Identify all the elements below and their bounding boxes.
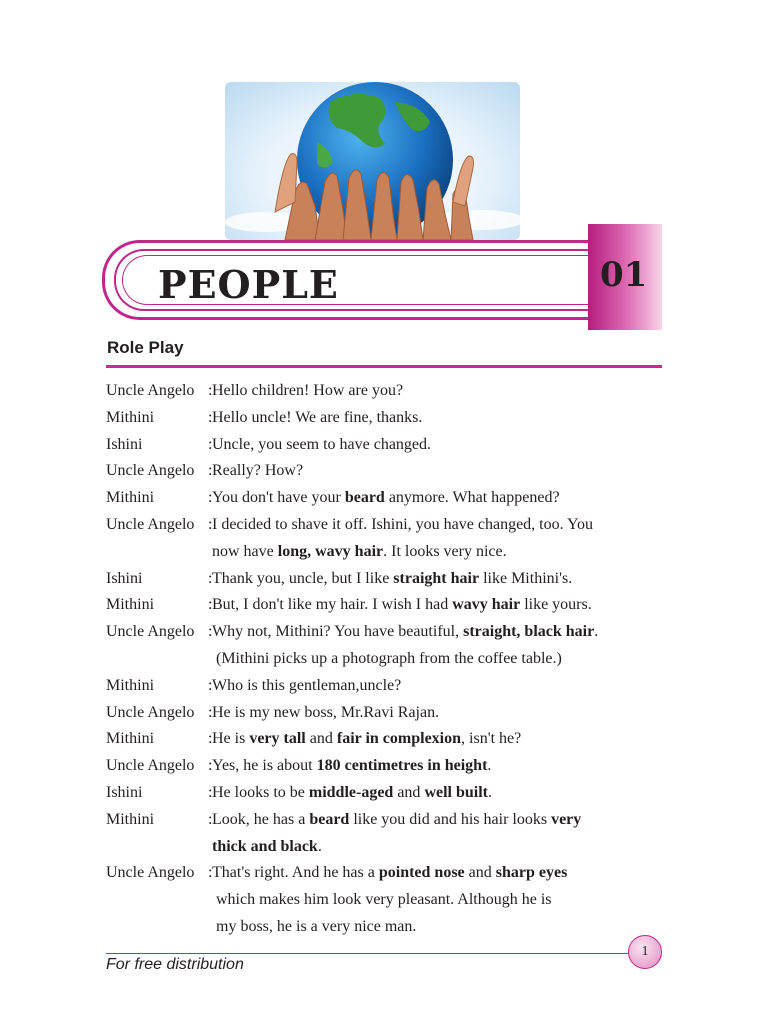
globe-hands-image: [225, 82, 520, 240]
speaker-colon: :: [208, 623, 213, 641]
speech-continuation: now have long, wavy hair. It looks very nice.: [212, 542, 507, 560]
speaker-name: Uncle Angelo: [106, 515, 195, 533]
dialogue-line: [106, 807, 666, 834]
speech-text: He looks to be middle-aged and well built.: [212, 783, 492, 801]
speaker-name: Mithini: [106, 676, 155, 694]
speaker-name: Mithini: [106, 730, 155, 748]
speech-continuation: thick and black.: [212, 837, 322, 855]
footer-divider: [106, 953, 634, 954]
speaker-colon: :: [208, 515, 213, 533]
speaker-name: Uncle Angelo: [106, 864, 195, 882]
footer-text: For free distribution: [106, 956, 244, 973]
speech-text: He is my new boss, Mr.Ravi Rajan.: [212, 703, 440, 721]
speech-text: I decided to shave it off. Ishini, you have changed, too. You: [212, 515, 593, 533]
speaker-colon: :: [208, 569, 213, 587]
speech-text: Really? How?: [212, 462, 304, 480]
chapter-title: PEOPLE: [158, 262, 339, 307]
speaker-colon: :: [208, 864, 213, 882]
speech-text: That's right. And he has a pointed nose and sharp eyes: [212, 864, 568, 882]
speaker-colon: :: [208, 703, 213, 721]
dialogue-line: [106, 592, 666, 619]
speaker-colon: :: [208, 596, 213, 614]
dialogue-line: [106, 432, 666, 459]
chapter-number: 01: [600, 255, 648, 295]
speech-text: You don't have your beard anymore. What happened?: [212, 489, 560, 507]
speech-text: Yes, he is about 180 centimetres in height.: [212, 757, 492, 775]
speaker-name: Uncle Angelo: [106, 703, 195, 721]
speech-text: Hello children! How are you?: [212, 382, 404, 399]
speech-continuation: my boss, he is a very nice man.: [216, 917, 417, 935]
dialogue-line: [106, 700, 666, 727]
dialogue-line: [106, 458, 666, 485]
speaker-colon: :: [208, 489, 213, 507]
speech-text: Uncle, you seem to have changed.: [212, 435, 432, 453]
speaker-name: Mithini: [106, 489, 155, 507]
speaker-colon: :: [208, 810, 213, 828]
speaker-colon: :: [208, 757, 213, 775]
speaker-name: Uncle Angelo: [106, 757, 195, 775]
dialogue-line: [106, 860, 666, 887]
section-title: Role Play: [107, 338, 184, 357]
speaker-name: Uncle Angelo: [106, 623, 195, 641]
speech-text: Why not, Mithini? You have beautiful, straight, black hair.: [212, 623, 599, 641]
dialogue-line: [106, 485, 666, 512]
speech-text: Thank you, uncle, but I like straight hair like Mithini's.: [212, 569, 573, 587]
dialogue-line: [106, 512, 666, 539]
speaker-name: Mithini: [106, 596, 155, 614]
speech-text: Who is this gentleman,uncle?: [212, 676, 402, 694]
page-number-badge: 1: [628, 935, 662, 969]
speech-text: He is very tall and fair in complexion, isn't he?: [212, 730, 522, 748]
dialogue-line: [106, 378, 666, 405]
dialogue-line: [106, 566, 666, 593]
speech-text: But, I don't like my hair. I wish I had wavy hair like yours.: [212, 596, 592, 614]
speech-text: Hello uncle! We are fine, thanks.: [212, 408, 423, 426]
speech-continuation: which makes him look very pleasant. Although he is: [216, 891, 552, 909]
speaker-name: Mithini: [106, 408, 155, 426]
dialogue-line: [106, 673, 666, 700]
speaker-colon: :: [208, 783, 213, 801]
speech-text: Look, he has a beard like you did and his hair looks very: [212, 810, 582, 828]
speaker-colon: :: [208, 730, 213, 748]
dialogue-line: [106, 619, 666, 646]
speaker-colon: :: [208, 462, 213, 480]
speaker-colon: :: [208, 435, 213, 453]
speaker-name: Mithini: [106, 810, 155, 828]
speaker-colon: :: [208, 382, 213, 399]
speaker-name: Uncle Angelo: [106, 462, 195, 480]
speaker-name: Ishini: [106, 569, 143, 587]
stage-direction: (Mithini picks up a photograph from the coffee table.): [216, 649, 562, 667]
dialogue-line: [106, 753, 666, 780]
speaker-name: Uncle Angelo: [106, 382, 195, 399]
speaker-colon: :: [208, 676, 213, 694]
speaker-colon: :: [208, 408, 213, 426]
speaker-name: Ishini: [106, 435, 143, 453]
dialogue-line: [106, 726, 666, 753]
dialogue-line: [106, 780, 666, 807]
section-divider: [106, 365, 662, 368]
speaker-name: Ishini: [106, 783, 143, 801]
dialogue-line: [106, 405, 666, 432]
role-play-dialogue: [106, 378, 666, 941]
